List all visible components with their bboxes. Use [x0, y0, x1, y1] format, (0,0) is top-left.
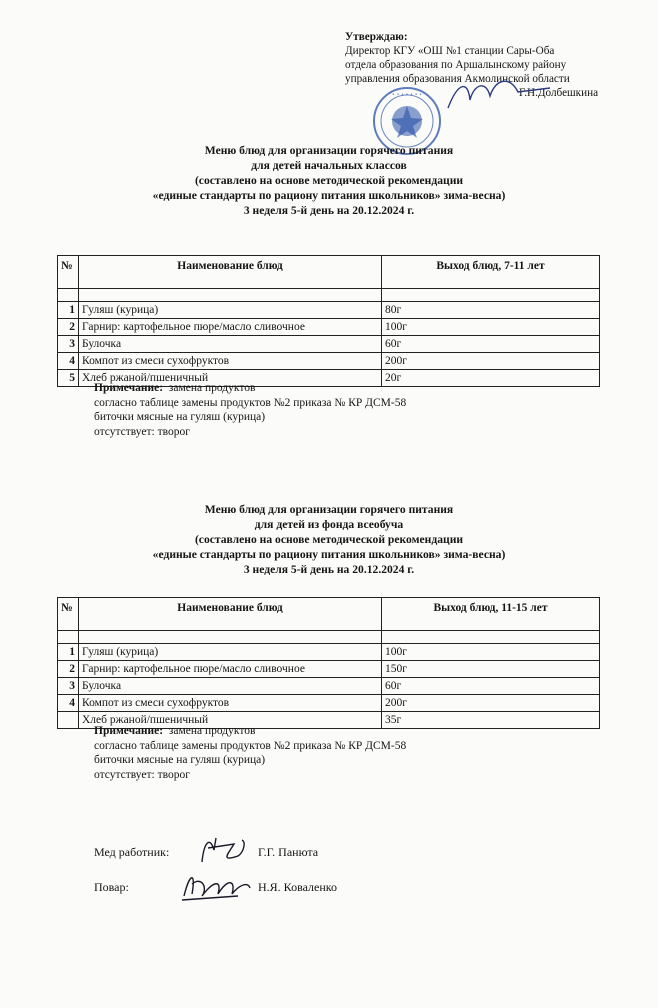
table-row	[58, 661, 600, 678]
row-num	[58, 712, 79, 729]
note-line: биточки мясные на гуляш (курица)	[94, 754, 266, 767]
table-row	[58, 678, 600, 695]
signature-role-cook: Повар:	[94, 880, 129, 894]
col-header-num: №	[58, 598, 79, 631]
row-output: 200г	[382, 353, 600, 370]
director-signature	[440, 74, 560, 114]
row-output: 200г	[382, 695, 600, 712]
col-header-num: №	[58, 256, 79, 289]
row-num: 3	[58, 678, 79, 695]
approval-line: Директор КГУ «ОШ №1 станции Сары-Оба	[345, 45, 555, 57]
note-label: Примечание:	[94, 382, 164, 394]
row-output: 60г	[382, 678, 600, 695]
note-text: замена продуктов	[168, 725, 256, 737]
note-line: отсутствует: творог	[94, 425, 190, 438]
table-row	[58, 336, 600, 353]
row-dish: Гарнир: картофельное пюре/масло сливочное	[79, 319, 382, 336]
row-num: 5	[58, 370, 79, 387]
menu-title-line: 3 неделя 5-й день на 20.12.2024 г.	[243, 563, 415, 576]
table-row	[58, 302, 600, 319]
cook-signature	[178, 866, 254, 906]
row-dish: Компот из смеси сухофруктов	[79, 353, 382, 370]
col-header-output: Выход блюд, 7-11 лет	[382, 256, 600, 289]
row-dish: Булочка	[79, 336, 382, 353]
table-header-row	[58, 598, 600, 631]
signature-name-cook: Н.Я. Коваленко	[258, 880, 337, 894]
table-row	[58, 695, 600, 712]
note-line: биточки мясные на гуляш (курица)	[94, 411, 266, 424]
menu-1-note	[94, 381, 406, 439]
menu-title-line: Меню блюд для организации горячего питания	[204, 144, 454, 157]
row-num: 1	[58, 644, 79, 661]
table-row	[58, 353, 600, 370]
table-header-row	[58, 256, 600, 289]
row-dish: Гуляш (курица)	[79, 644, 382, 661]
row-num: 2	[58, 319, 79, 336]
approval-line: отдела образования по Аршалынскому району	[345, 59, 567, 71]
row-output: 20г	[382, 370, 600, 387]
col-header-output: Выход блюд, 11-15 лет	[382, 598, 600, 631]
row-num: 2	[58, 661, 79, 678]
menu-title-line: для детей начальных классов	[251, 159, 407, 172]
menu-title-line: «единые стандарты по рациону питания школьников» зима-весна)	[152, 548, 506, 561]
medic-signature	[194, 832, 250, 870]
col-header-name: Наименование блюд	[79, 598, 382, 631]
approval-line: управления образования Акмолинской области	[345, 73, 570, 85]
note-line: согласно таблице замены продуктов №2 приказа № КР ДСМ-58	[94, 739, 407, 752]
svg-text:• • • • • • •: • • • • • • •	[391, 92, 423, 98]
note-text: замена продуктов	[168, 382, 256, 394]
table-spacer-row	[58, 289, 600, 302]
menu-title-line: для детей из фонда всеобуча	[254, 518, 404, 531]
menu-title-line: (составлено на основе методической рекомендации	[194, 533, 464, 546]
row-output: 100г	[382, 319, 600, 336]
row-num: 4	[58, 353, 79, 370]
table-spacer-row	[58, 631, 600, 644]
signature-role-medic: Мед работник:	[94, 845, 170, 859]
signature-name-medic: Г.Г. Панюта	[258, 845, 319, 859]
row-output: 35г	[382, 712, 600, 729]
row-dish: Гуляш (курица)	[79, 302, 382, 319]
menu-title-line: (составлено на основе методической рекомендации	[194, 174, 464, 187]
approval-heading: Утверждаю:	[345, 31, 408, 43]
note-line: согласно таблице замены продуктов №2 приказа № КР ДСМ-58	[94, 396, 407, 409]
row-output: 60г	[382, 336, 600, 353]
row-output: 80г	[382, 302, 600, 319]
row-output: 100г	[382, 644, 600, 661]
menu-title-line: «единые стандарты по рациону питания школьников» зима-весна)	[152, 189, 506, 202]
note-label: Примечание:	[94, 725, 164, 737]
note-line: отсутствует: творог	[94, 768, 190, 781]
menu-2-table	[57, 597, 600, 729]
row-output: 150г	[382, 661, 600, 678]
row-num: 4	[58, 695, 79, 712]
menu-2-title	[0, 502, 658, 577]
row-num: 3	[58, 336, 79, 353]
menu-title-line: Меню блюд для организации горячего питания	[204, 503, 454, 516]
approval-signer: Г.Н.Долбешкина	[519, 87, 599, 99]
menu-title-line: 3 неделя 5-й день на 20.12.2024 г.	[243, 204, 415, 217]
row-dish: Компот из смеси сухофруктов	[79, 695, 382, 712]
table-row	[58, 644, 600, 661]
menu-1-title	[0, 143, 658, 218]
row-dish: Хлеб ржаной/пшеничный	[79, 712, 382, 729]
row-num: 1	[58, 302, 79, 319]
row-dish: Хлеб ржаной/пшеничный	[79, 370, 382, 387]
col-header-name: Наименование блюд	[79, 256, 382, 289]
menu-1-table	[57, 255, 600, 387]
row-dish: Булочка	[79, 678, 382, 695]
row-dish: Гарнир: картофельное пюре/масло сливочное	[79, 661, 382, 678]
table-row	[58, 319, 600, 336]
menu-2-note	[94, 724, 406, 782]
